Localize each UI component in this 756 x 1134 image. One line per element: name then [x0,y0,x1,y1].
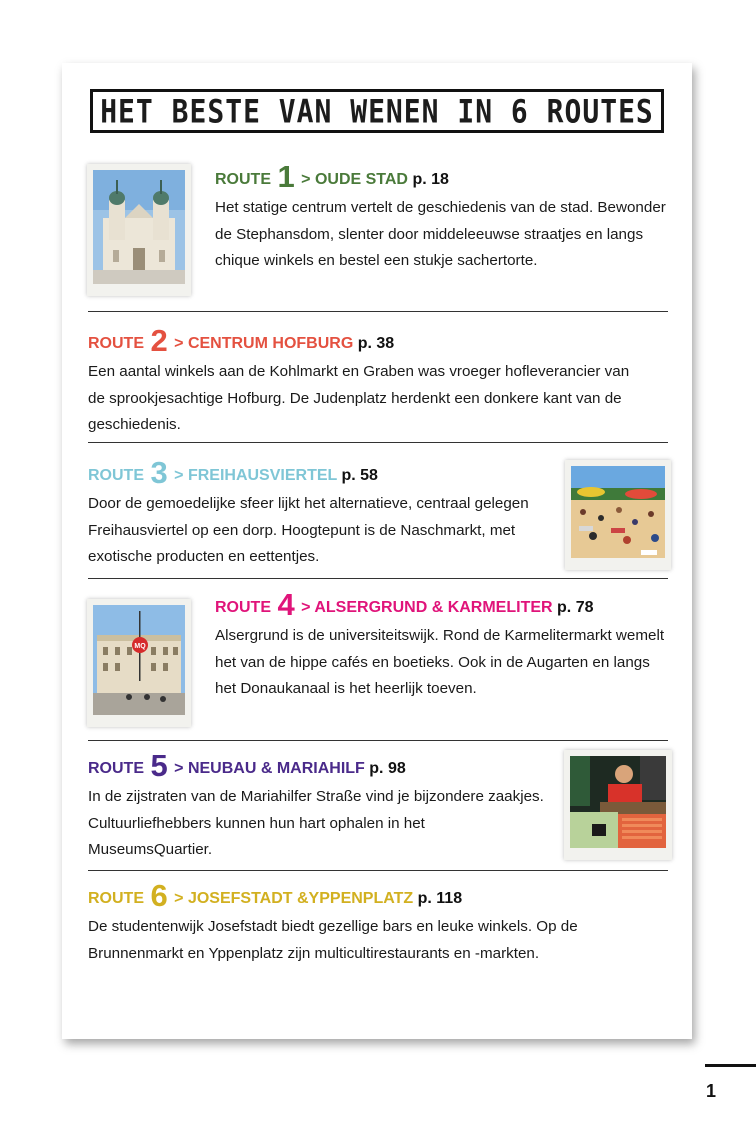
museum-building-image [93,605,185,715]
route-4-text: Alsergrund is de universiteitswijk. Rond de Karmelitermarkt wemelt het van de hippe cafés en boetieks. Ook in de Augarten en langs het Donaukanaal is het heerlijk toeven. [215,627,665,697]
route-3-name: > FREIHAUSVIERTEL [174,467,337,484]
route-4-number: 4 [277,587,295,622]
route-6-prefix: ROUTE [88,890,144,907]
route-1-prefix: ROUTE [215,171,271,188]
route-3-text: Door de gemoedelijke sfeer lijkt het alternatieve, centraal gelegen Freihausviertel op een dorp. Hoogtepunt is de Naschmarkt, met exotische producten en eettentjes. [88,495,529,565]
route-5-number: 5 [150,748,168,783]
route-2-heading [88,323,648,359]
route-5-text: In de zijstraten van de Mariahilfer Straße vind je bijzondere zaakjes. Cultuurliefhebbers kunnen hun hart ophalen in het MuseumsQuartier. [88,788,544,858]
route-2-prefix: ROUTE [88,335,144,352]
route-1 [215,159,675,275]
route-6 [88,878,658,967]
route-6-number: 6 [150,878,168,913]
route-1-page: p. 18 [412,171,449,188]
route-4-prefix: ROUTE [215,599,271,616]
route-4-page: p. 78 [557,599,594,616]
divider-2 [88,442,668,443]
route-6-heading [88,878,658,914]
route-4 [215,587,675,703]
route-3-number: 3 [150,455,168,490]
baroque-church-image [93,170,185,284]
route-3-page: p. 58 [341,467,378,484]
divider-1 [88,311,668,312]
route-2-page: p. 38 [357,335,395,352]
route-1-text: Het statige centrum vertelt de geschiedenis van de stad. Bewonder de Stephansdom, slenter door middeleeuwse straatjes en langs chique winkels en bestel een stukje sachertorte. [215,199,666,269]
route-6-page: p. 118 [417,890,463,907]
route-5 [88,748,548,864]
svg-text:MQ: MQ [134,643,146,650]
divider-5 [88,870,668,871]
route-1-name: > OUDE STAD [301,171,408,188]
page-number: 1 [706,1081,717,1101]
route-3-heading [88,455,548,491]
route-5-prefix: ROUTE [88,760,144,777]
route-2-name: > CENTRUM HOFBURG [174,335,354,352]
divider-3 [88,578,668,579]
route-3 [88,455,548,571]
route-6-name: > JOSEFSTADT &YPPENPLATZ [174,890,414,907]
page-title: HET BESTE VAN WENEN IN 6 ROUTES [100,92,654,130]
route-5-heading [88,748,548,784]
market-vendor-image [570,756,666,848]
route-5-photo [564,750,672,860]
page-number-rule [705,1064,756,1067]
route-6-text: De studentenwijk Josefstadt biedt gezellige bars en leuke winkels. Op de Brunnenmarkt en Yppenplatz zijn multicultirestaurants en -markten. [88,918,578,962]
route-4-photo [87,599,191,727]
route-3-photo [565,460,671,570]
route-2 [88,323,648,439]
divider-4 [88,740,668,741]
route-1-number: 1 [277,159,295,194]
content-card [62,63,692,1039]
route-4-name: > ALSERGRUND & KARMELITER [301,599,553,616]
route-4-heading [215,587,675,623]
route-2-number: 2 [150,323,168,358]
route-1-heading [215,159,675,195]
route-5-page: p. 98 [369,760,406,777]
route-2-text: Een aantal winkels aan de Kohlmarkt en Graben was vroeger hofleverancier van de sprookjesachtige Hofburg. De Judenplatz herdenkt een donkere kant van de geschiedenis. [88,363,630,433]
route-1-photo [87,164,191,296]
title-box [90,89,664,133]
beach-crowd-image [571,466,665,558]
route-3-prefix: ROUTE [88,467,144,484]
route-5-name: > NEUBAU & MARIAHILF [174,760,365,777]
